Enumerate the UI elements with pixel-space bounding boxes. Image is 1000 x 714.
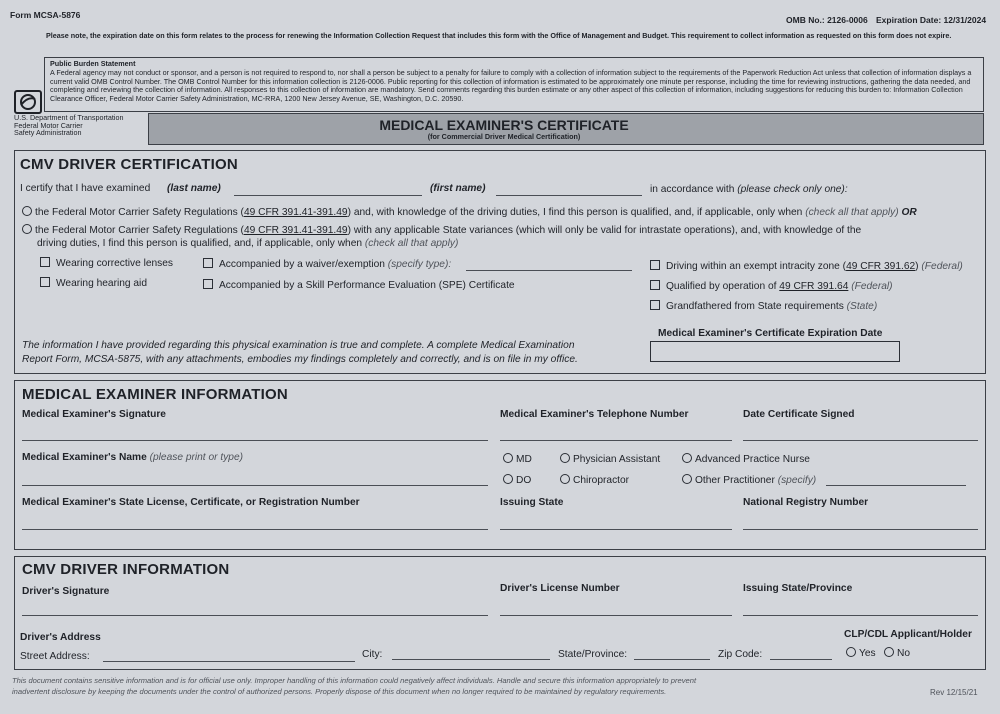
driver-license-field[interactable] bbox=[500, 615, 732, 616]
last-name-label: (last name) bbox=[167, 183, 221, 194]
waiver-type-field[interactable] bbox=[466, 270, 632, 271]
clp-cdl-label: CLP/CDL Applicant/Holder bbox=[844, 629, 972, 640]
checkbox-grandfathered[interactable]: Grandfathered from State requirements (State) bbox=[650, 300, 877, 312]
date-signed-label: Date Certificate Signed bbox=[743, 409, 855, 420]
option-state-line2: driving duties, I find this person is qualified, and, if applicable, only when (check all that apply) bbox=[37, 238, 459, 249]
examiner-phone-field[interactable] bbox=[500, 440, 732, 441]
driver-signature-field[interactable] bbox=[22, 615, 488, 616]
burden-text: A Federal agency may not conduct or sponsor, and a person is not required to respond to, nor shall a person be subject to a penalty for failure to comply with a collection of information subject to the requirements of the Paperwork Reduction Act unless that collection of information displays a current valid OMB Control Number. The OMB Control Number for this information collection is 2126-0006. Public reporting for this collection of information is estimated to be approximately one minute per response, including the time for reviewing instructions, gathering the data needed, and completing and reviewing the collection of information. All responses to this collection of information are mandatory. Send comments regarding this burden estimate or any other aspect of this collection of information, including suggestions for reducing this burden to: Information Collection Clearance Officer, Federal Motor Carrier Safety Administration, MC-RRA, 1200 New Jersey Avenue, SE, Washington, D.C. 20590. bbox=[50, 69, 972, 103]
date-signed-field[interactable] bbox=[743, 440, 978, 441]
zip-label: Zip Code: bbox=[718, 649, 763, 660]
driver-info-heading: CMV DRIVER INFORMATION bbox=[22, 561, 230, 578]
examiner-section bbox=[14, 380, 986, 550]
checkbox-waiver[interactable]: Accompanied by a waiver/exemption (specify type): bbox=[203, 258, 451, 270]
examiner-signature-field[interactable] bbox=[22, 440, 488, 441]
license-field[interactable] bbox=[22, 529, 488, 530]
radio-do[interactable]: DO bbox=[503, 474, 531, 486]
street-label: Street Address: bbox=[20, 651, 90, 662]
dot-logo-icon bbox=[14, 90, 42, 114]
form-title: MEDICAL EXAMINER'S CERTIFICATE bbox=[379, 117, 629, 133]
state-field[interactable] bbox=[634, 659, 710, 660]
checkbox-intracity-zone[interactable]: Driving within an exempt intracity zone (49 CFR 391.62) (Federal) bbox=[650, 260, 963, 272]
radio-advanced-practice-nurse[interactable]: Advanced Practice Nurse bbox=[682, 453, 810, 465]
footer-notice-line2: inadvertent disclosure by keeping the documents under the control of authorized persons. Properly dispose of this document when no longer required to be maintained by regulatory requirements. bbox=[12, 687, 667, 696]
burden-title: Public Burden Statement bbox=[50, 59, 136, 68]
radio-clp-yes[interactable]: Yes bbox=[846, 647, 876, 659]
option-federal-radio[interactable] bbox=[22, 206, 32, 216]
statement-line1: The information I have provided regarding this physical examination is true and complete. A complete Medical Examination bbox=[22, 340, 575, 351]
expiration-date: Expiration Date: 12/31/2024 bbox=[876, 15, 987, 25]
radio-md[interactable]: MD bbox=[503, 453, 532, 465]
driver-address-label: Driver's Address bbox=[20, 632, 101, 643]
radio-chiropractor[interactable]: Chiropractor bbox=[560, 474, 629, 486]
checkbox-qualified-operation[interactable]: Qualified by operation of 49 CFR 391.64 (Federal) bbox=[650, 280, 893, 292]
driver-license-label: Driver's License Number bbox=[500, 583, 620, 594]
examiner-name-label: Medical Examiner's Name (please print or type) bbox=[22, 452, 244, 463]
option-state-radio[interactable] bbox=[22, 224, 32, 234]
agency-name: U.S. Department of Transportation Federal Motor Carrier Safety Administration bbox=[14, 113, 124, 137]
certification-heading: CMV DRIVER CERTIFICATION bbox=[20, 156, 238, 173]
accordance-text: in accordance with (please check only one): bbox=[650, 184, 848, 195]
revision-date: Rev 12/15/21 bbox=[930, 688, 978, 697]
certify-text: I certify that I have examined bbox=[20, 183, 151, 194]
driver-issuing-label: Issuing State/Province bbox=[743, 583, 853, 594]
driver-issuing-field[interactable] bbox=[743, 615, 978, 616]
first-name-label: (first name) bbox=[430, 183, 486, 194]
form-number: Form MCSA-5876 bbox=[10, 10, 81, 20]
first-name-field[interactable] bbox=[496, 195, 642, 196]
statement-line2: Report Form, MCSA-5875, with any attachments, embodies my findings completely and correctly, and is on file in my office. bbox=[22, 354, 578, 365]
expiration-notice: Please note, the expiration date on this form relates to the process for renewing the Information Collection Request that includes this form with the Office of Management and Budget. This requirement to collect information as requested on this form does not expire. bbox=[46, 31, 952, 40]
footer-notice-line1: This document contains sensitive information and is for official use only. Improper handling of this information could negatively affect individuals. Handle and secure this information appropriately to prevent bbox=[12, 676, 697, 685]
form-subtitle: (for Commercial Driver Medical Certification) bbox=[427, 132, 581, 141]
examiner-name-field[interactable] bbox=[22, 485, 488, 486]
expiration-date-field[interactable] bbox=[650, 341, 900, 362]
registry-number-label: National Registry Number bbox=[743, 497, 869, 508]
radio-clp-no[interactable]: No bbox=[884, 647, 910, 659]
expiration-date-label: Medical Examiner's Certificate Expiration Date bbox=[658, 328, 883, 339]
examiner-signature-label: Medical Examiner's Signature bbox=[22, 409, 166, 420]
checkbox-spe-certificate[interactable]: Accompanied by a Skill Performance Evaluation (SPE) Certificate bbox=[203, 279, 515, 291]
radio-physician-assistant[interactable]: Physician Assistant bbox=[560, 453, 660, 465]
examiner-heading: MEDICAL EXAMINER INFORMATION bbox=[22, 386, 288, 403]
checkbox-hearing-aid[interactable]: Wearing hearing aid bbox=[40, 277, 147, 289]
registry-number-field[interactable] bbox=[743, 529, 978, 530]
checkbox-corrective-lenses[interactable]: Wearing corrective lenses bbox=[40, 257, 173, 269]
state-label: State/Province: bbox=[558, 649, 628, 660]
option-federal[interactable]: the Federal Motor Carrier Safety Regulations (49 CFR 391.41-391.49) and, with knowledge of the driving duties, I find this person is qualified, and, if applicable, only when (check all that apply) OR bbox=[22, 206, 917, 218]
driver-signature-label: Driver's Signature bbox=[22, 586, 110, 597]
street-field[interactable] bbox=[103, 661, 355, 662]
radio-other-practitioner[interactable]: Other Practitioner (specify) bbox=[682, 474, 816, 486]
option-state-variances[interactable]: the Federal Motor Carrier Safety Regulations (49 CFR 391.41-391.49) with any applicable State variances (which will only be valid for intrastate operations), and, with knowledge of the bbox=[22, 224, 861, 236]
city-field[interactable] bbox=[392, 659, 550, 660]
other-practitioner-field[interactable] bbox=[826, 485, 966, 486]
issuing-state-field[interactable] bbox=[500, 529, 732, 530]
zip-field[interactable] bbox=[770, 659, 832, 660]
last-name-field[interactable] bbox=[234, 195, 422, 196]
issuing-state-label: Issuing State bbox=[500, 497, 564, 508]
omb-number: OMB No.: 2126-0006 bbox=[786, 15, 868, 25]
city-label: City: bbox=[362, 649, 383, 660]
license-label: Medical Examiner's State License, Certificate, or Registration Number bbox=[22, 497, 360, 508]
examiner-phone-label: Medical Examiner's Telephone Number bbox=[500, 409, 689, 420]
